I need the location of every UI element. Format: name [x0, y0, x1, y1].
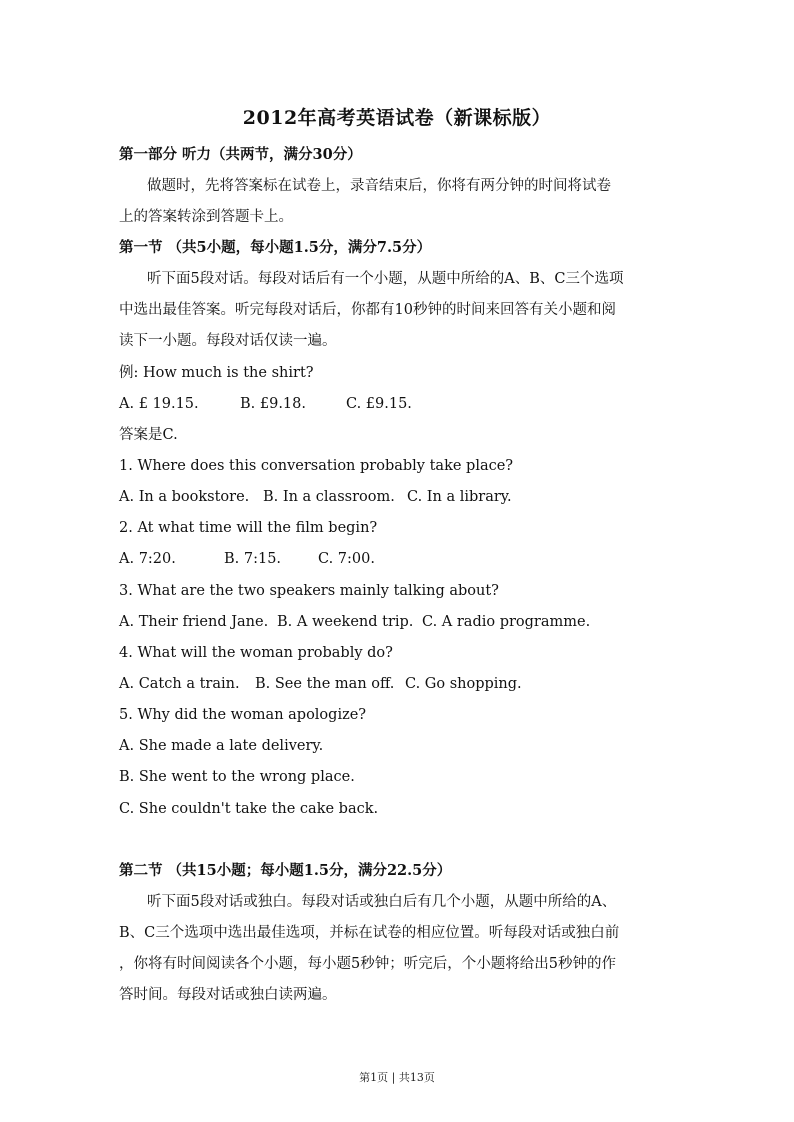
- page-title: 2012年高考英语试卷（新课标版）: [242, 107, 552, 129]
- question-3-option-a: A. Their friend Jane.: [119, 614, 269, 630]
- example-option-c: C. £9.15.: [346, 396, 412, 412]
- section2-intro-line3: ，你将有时间阅读各个小题，每小题5秒钟；听完后，个小题将给出5秒钟的作: [119, 956, 616, 972]
- question-2-option-a: A. 7:20.: [119, 551, 176, 567]
- part1-intro-line2: 上的答案转涂到答题卡上。: [119, 209, 293, 225]
- question-4-option-c: C. Go shopping.: [405, 676, 522, 692]
- example-options: [119, 394, 412, 414]
- question-3-option-c: C. A radio programme.: [422, 614, 591, 630]
- question-3-options: [119, 612, 590, 632]
- section1-intro-line1: 听下面5段对话。每段对话后有一个小题，从题中所给的A、B、C三个选项: [147, 271, 624, 287]
- question-5-option-a: A. She made a late delivery.: [119, 738, 324, 754]
- example-option-b: B. £9.18.: [240, 396, 306, 412]
- part1-intro-line1: 做题时，先将答案标在试卷上，录音结束后，你将有两分钟的时间将试卷: [147, 178, 611, 194]
- question-2-option-c: C. 7:00.: [318, 551, 375, 567]
- question-5-option-c: C. She couldn't take the cake back.: [119, 801, 379, 817]
- example-question: 例: How much is the shirt?: [119, 365, 314, 381]
- question-4-option-b: B. See the man off.: [255, 676, 395, 692]
- question-5: 5. Why did the woman apologize?: [119, 707, 367, 723]
- section1-intro-line3: 读下一小题。每段对话仅读一遍。: [119, 333, 337, 349]
- question-1-option-c: C. In a library.: [407, 489, 512, 505]
- section2-intro-line4: 答时间。每段对话或独白读两遍。: [119, 987, 337, 1003]
- part1-heading: 第一部分 听力（共两节，满分30分）: [119, 146, 362, 163]
- section1-heading: 第一节 （共5小题，每小题1.5分，满分7.5分）: [119, 239, 432, 256]
- example-option-a: A. £ 19.15.: [119, 396, 199, 412]
- question-4-options: [119, 674, 522, 694]
- question-1-options: [119, 487, 512, 507]
- page-footer: 第1页 | 共13页: [359, 1071, 435, 1084]
- section2-intro-line2: B、C三个选项中选出最佳选项，并标在试卷的相应位置。听每段对话或独白前: [119, 925, 620, 941]
- question-2: 2. At what time will the film begin?: [119, 520, 378, 536]
- question-2-option-b: B. 7:15.: [224, 551, 282, 567]
- question-3-option-b: B. A weekend trip.: [277, 614, 414, 630]
- question-3: 3. What are the two speakers mainly talking about?: [119, 583, 499, 599]
- question-2-options: [119, 549, 375, 569]
- example-answer: 答案是C.: [119, 427, 178, 443]
- question-1-option-b: B. In a classroom.: [263, 489, 395, 505]
- question-1-option-a: A. In a bookstore.: [119, 489, 250, 505]
- question-4: 4. What will the woman probably do?: [119, 645, 393, 661]
- question-4-option-a: A. Catch a train.: [119, 676, 240, 692]
- section2-intro-line1: 听下面5段对话或独白。每段对话或独白后有几个小题，从题中所给的A、: [147, 894, 617, 910]
- question-1: 1. Where does this conversation probably take place?: [119, 458, 514, 474]
- section2-heading: 第二节 （共15小题；每小题1.5分，满分22.5分）: [119, 862, 452, 879]
- question-5-option-b: B. She went to the wrong place.: [119, 769, 355, 785]
- section1-intro-line2: 中选出最佳答案。听完每段对话后，你都有10秒钟的时间来回答有关小题和阅: [119, 302, 616, 318]
